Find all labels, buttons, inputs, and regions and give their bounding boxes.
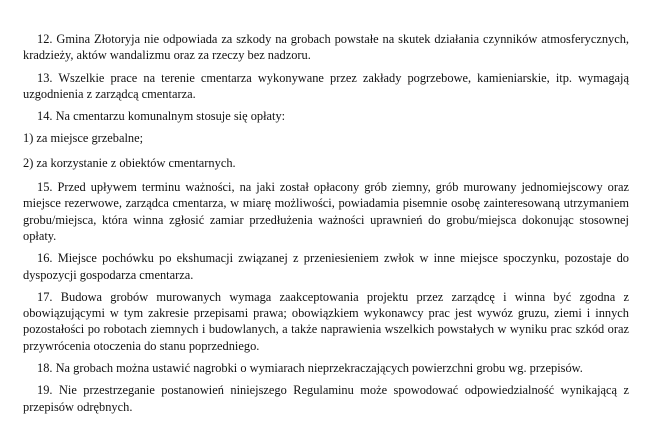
paragraph-16: 16. Miejsce pochówku po ekshumacji związanej z przeniesieniem zwłok w inne miejsce spoczynku, pozostaje do dyspozycji gospodarza cmentarza. xyxy=(23,251,629,282)
paragraph-17: 17. Budowa grobów murowanych wymaga zaakceptowania projektu przez zarządcę i winna być zgodna z obowiązującymi w tym zakresie przepisami prawa; obowiązkiem wykonawcy prac jest wywóz gruzu, ziemi i innych pozostałości po robotach ziemnych i budowlanych, a także naprawienia wszelkich powstałych w wyniku prac szkód oraz przywrócenia otoczenia do stanu poprzedniego. xyxy=(23,289,629,353)
paragraph-12: 12. Gmina Złotoryja nie odpowiada za szkody na grobach powstałe na skutek działania czynników atmosferycznych, kradzieży, aktów wandalizmu oraz za rzeczy bez nadzoru. xyxy=(23,32,629,63)
paragraph-13: 13. Wszelkie prace na terenie cmentarza wykonywane przez zakłady pogrzebowe, kamieniarskie, itp. wymagają uzgodnienia z zarządcą cmentarza. xyxy=(23,70,629,101)
paragraph-19: 19. Nie przestrzeganie postanowień niniejszego Regulaminu może spowodować odpowiedzialność wynikającą z przepisów odrębnych. xyxy=(23,383,629,414)
list-item-fee-burial-place: 1) za miejsce grzebalne; xyxy=(23,131,144,146)
list-item-fee-facilities: 2) za korzystanie z obiektów cmentarnych. xyxy=(23,155,236,170)
paragraph-18: 18. Na grobach można ustawić nagrobki o wymiarach nieprzekraczających powierzchni grobu wg. przepisów. xyxy=(37,361,583,376)
paragraph-15: 15. Przed upływem terminu ważności, na jaki został opłacony grób ziemny, grób murowany jednomiejscowy oraz miejsce rezerwowe, zarządca cmentarza, w miarę możliwości, powiadamia pisemnie osobę zainteresowaną utrzymaniem grobu/miejsca, która winna zgłosić zamiar przedłużenia ważności uprawnień do grobu/miejsca dokonując stosownej opłaty. xyxy=(23,180,629,243)
paragraph-14: 14. Na cmentarzu komunalnym stosuje się opłaty: xyxy=(37,109,286,124)
